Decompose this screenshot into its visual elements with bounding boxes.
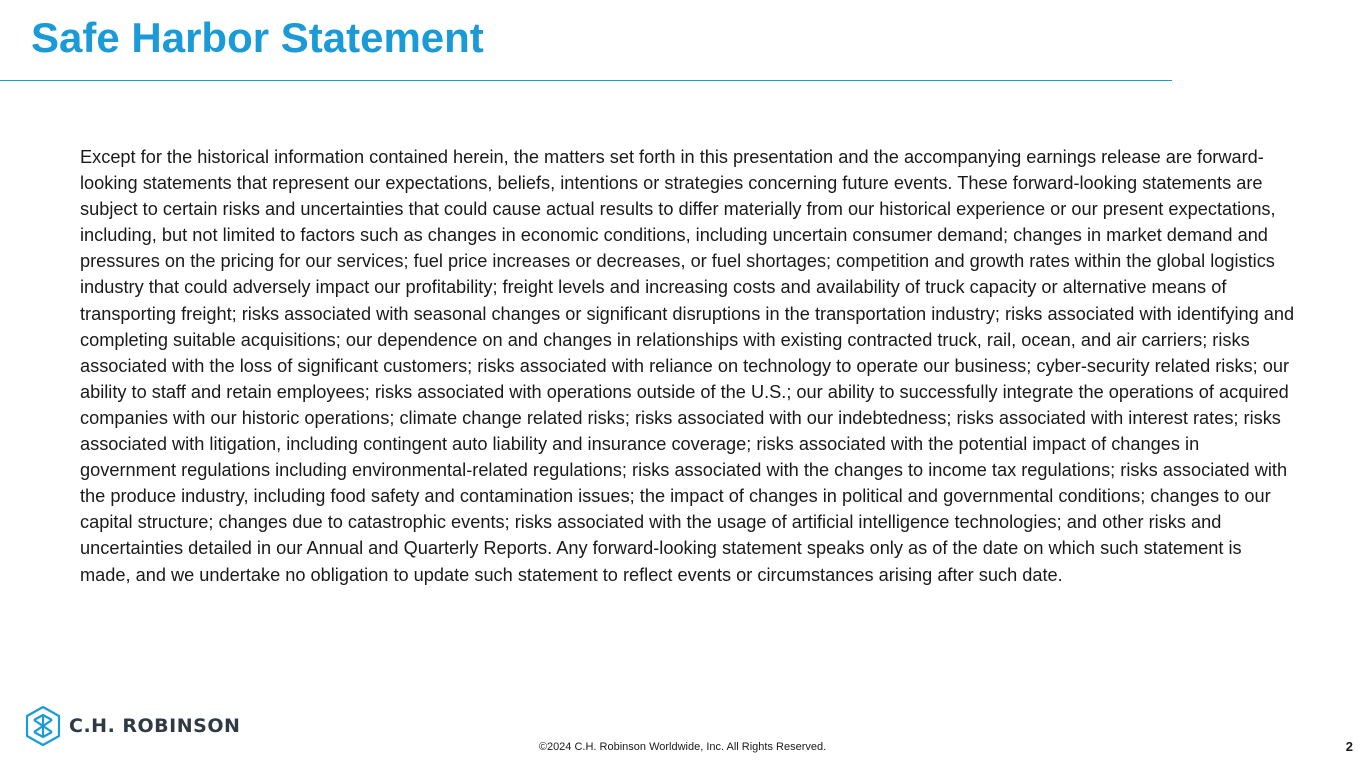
safe-harbor-body: Except for the historical information contained herein, the matters set forth in this presentation and the accompanying earnings release are forward-looking statements that represent our expectations, beliefs, intentions or strategies concerning future events. These forward-looking statements are subject to certain risks and uncertainties that could cause actual results to differ materially from our historical experience or our present expectations, including, but not limited to factors such as changes in economic conditions, including uncertain consumer demand; changes in market demand and pressures on the pricing for our services; fuel price increases or decreases, or fuel shortages; competition and growth rates within the global logistics industry that could adversely impact our profitability; freight levels and increasing costs and availability of truck capacity or alternative means of transporting freight; risks associated with seasonal changes or significant disruptions in the transportation industry; risks associated with identifying and completing suitable acquisitions; our dependence on and changes in relationships with existing contracted truck, rail, ocean, and air carriers; risks associated with the loss of significant customers; risks associated with reliance on technology to operate our business; cyber-security related risks; our ability to staff and retain employees; risks associated with operations outside of the U.S.; our ability to successfully integrate the operations of acquired companies with our historic operations; climate change related risks; risks associated with our indebtedness; risks associated with interest rates; risks associated with litigation, including contingent auto liability and insurance coverage; risks associated with the potential impact of changes in government regulations including environmental-related regulations; risks associated with the changes to income tax regulations; risks associated with the produce industry, including food safety and contamination issues; the impact of changes in political and governmental conditions; changes to our capital structure; changes due to catastrophic events; risks associated with the usage of artificial intelligence technologies; and other risks and uncertainties detailed in our Annual and Quarterly Reports. Any forward-looking statement speaks only as of the date on which such statement is made, and we undertake no obligation to update such statement to reflect events or circumstances arising after such date. bbox=[80, 147, 1295, 585]
slide-title: Safe Harbor Statement bbox=[31, 14, 484, 61]
copyright-text: ©2024 C.H. Robinson Worldwide, Inc. All Rights Reserved. bbox=[538, 741, 827, 753]
copyright-notice bbox=[0, 741, 1365, 753]
logo-wordmark: C.H. ROBINSON bbox=[69, 715, 241, 737]
page-number: 2 bbox=[1345, 739, 1353, 754]
title-divider bbox=[0, 80, 1172, 81]
